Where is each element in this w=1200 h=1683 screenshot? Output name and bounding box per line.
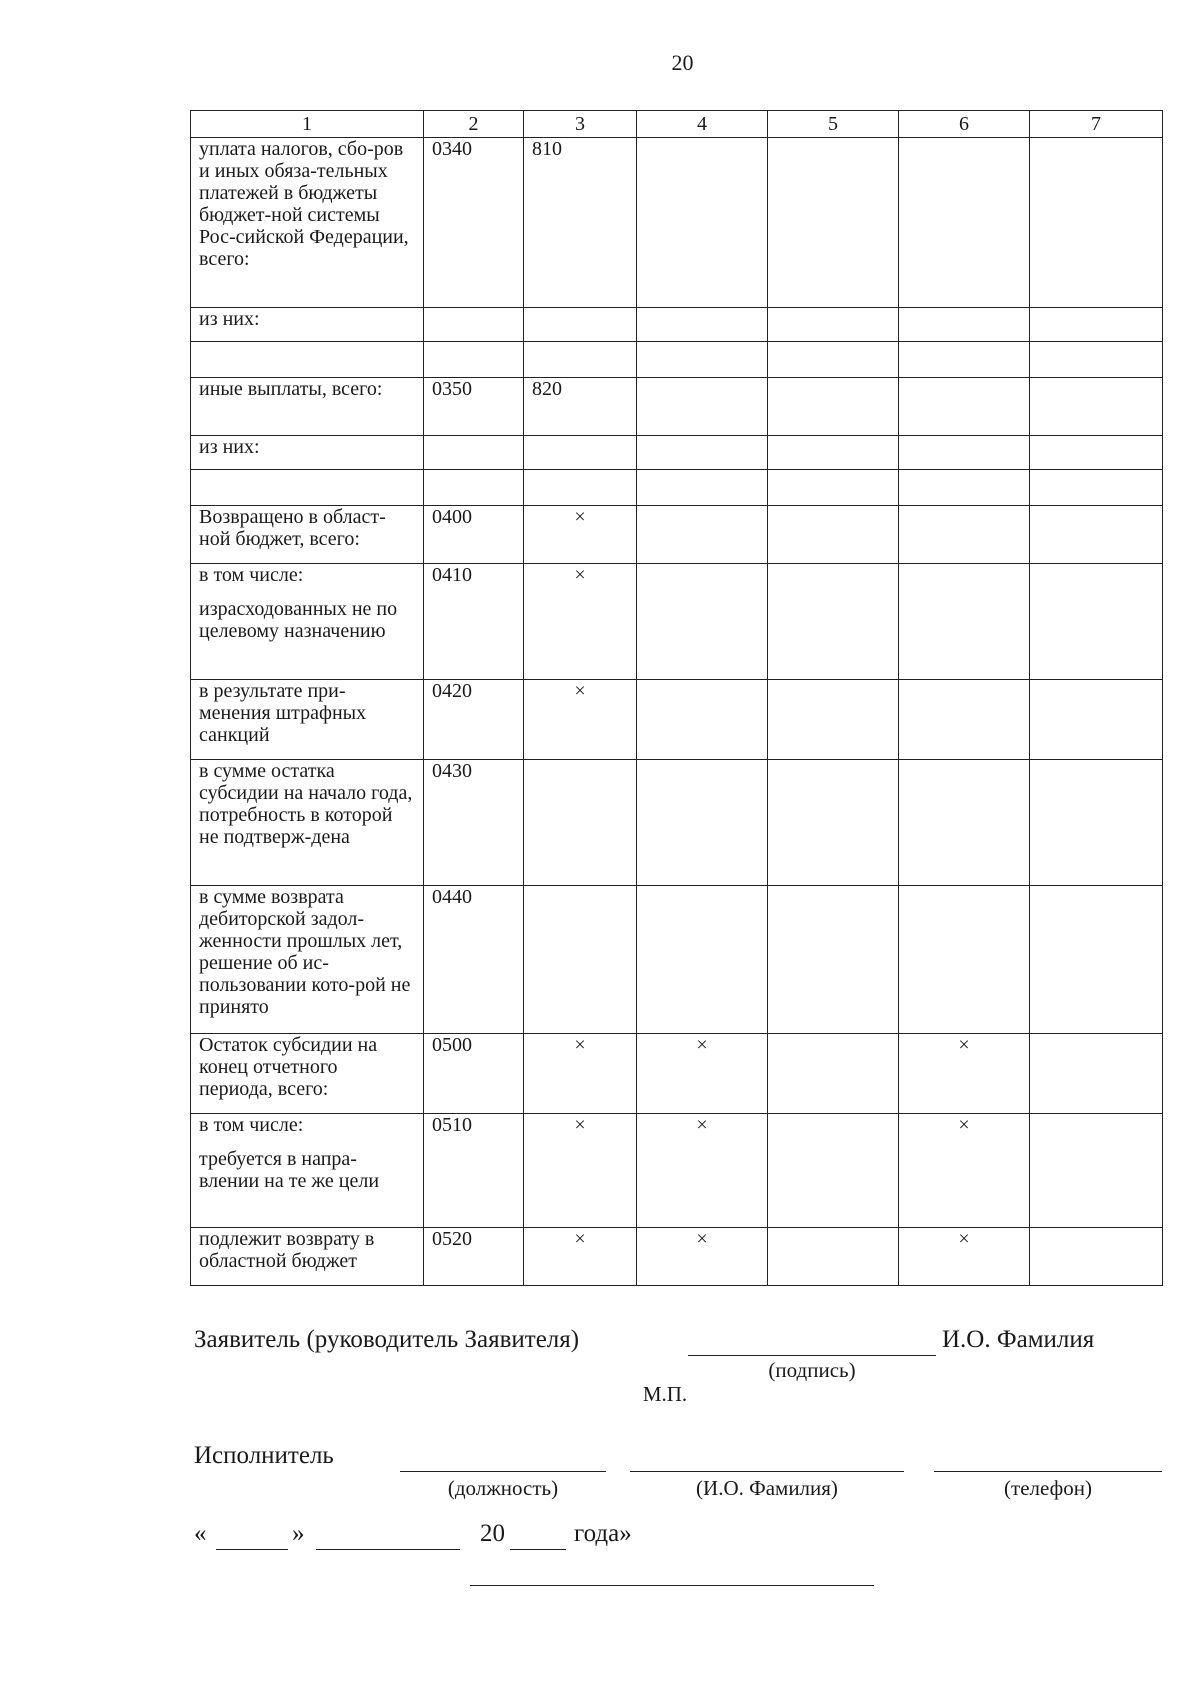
row-label (191, 342, 424, 378)
row-code: 0350 (424, 378, 524, 436)
row-code: 0410 (424, 564, 524, 680)
data-cell[interactable] (768, 436, 899, 470)
row-label (191, 564, 424, 680)
table-row (191, 680, 1163, 760)
data-cell[interactable] (899, 886, 1030, 1034)
row-kosgu (524, 760, 637, 886)
applicant-label: Заявитель (руководитель Заявителя) (194, 1326, 580, 1353)
row-code: 0510 (424, 1114, 524, 1228)
table-row (191, 886, 1163, 1034)
bottom-line (470, 1585, 874, 1586)
row-code: 0400 (424, 506, 524, 564)
data-cell[interactable] (1030, 886, 1163, 1034)
data-cell[interactable] (637, 680, 768, 760)
data-cell[interactable] (1030, 1114, 1163, 1228)
data-cell[interactable] (637, 342, 768, 378)
row-kosgu (524, 308, 637, 342)
column-header: 3 (524, 111, 637, 138)
data-cell[interactable] (899, 680, 1030, 760)
data-cell[interactable] (768, 1114, 899, 1228)
data-cell[interactable] (1030, 342, 1163, 378)
row-code (424, 436, 524, 470)
table-row (191, 1114, 1163, 1228)
data-cell[interactable] (899, 760, 1030, 886)
not-applicable-mark: × (524, 680, 637, 760)
data-cell[interactable] (899, 378, 1030, 436)
column-header: 1 (191, 111, 424, 138)
seal-mark: М.П. (642, 1382, 688, 1406)
position-caption: (должность) (447, 1476, 559, 1500)
column-header: 2 (424, 111, 524, 138)
data-cell[interactable] (637, 760, 768, 886)
row-label (191, 760, 424, 886)
column-header: 7 (1030, 111, 1163, 138)
not-applicable-mark: × (524, 1034, 637, 1114)
row-kosgu: 820 (524, 378, 637, 436)
data-cell[interactable] (1030, 564, 1163, 680)
row-label-text: в том числе: (199, 1114, 304, 1136)
table-row (191, 1034, 1163, 1114)
not-applicable-mark: × (637, 1228, 768, 1286)
date-year-suffix: года» (574, 1520, 632, 1547)
phone-caption: (телефон) (1004, 1476, 1092, 1500)
row-label-text: Остаток субсидии на конец отчетного периода, всего: (199, 1034, 378, 1100)
row-label-text: израсходованных не по целевому назначению (199, 598, 398, 642)
not-applicable-mark: × (637, 1034, 768, 1114)
data-cell[interactable] (637, 138, 768, 308)
row-code: 0440 (424, 886, 524, 1034)
data-cell[interactable] (768, 308, 899, 342)
row-label-text: в сумме возврата дебиторской задол-женности прошлых лет, решение об ис-пользовании кото-рой не принято (199, 886, 411, 1018)
data-cell[interactable] (637, 506, 768, 564)
row-label (191, 436, 424, 470)
page-number: 20 (671, 50, 694, 75)
row-kosgu (524, 436, 637, 470)
row-label (191, 378, 424, 436)
signature-caption: (подпись) (768, 1358, 856, 1382)
data-cell[interactable] (899, 308, 1030, 342)
data-cell[interactable] (1030, 506, 1163, 564)
data-cell[interactable] (899, 470, 1030, 506)
data-cell[interactable] (1030, 1228, 1163, 1286)
table-row (191, 138, 1163, 308)
table-row (191, 308, 1163, 342)
row-code (424, 308, 524, 342)
not-applicable-mark: × (524, 1114, 637, 1228)
date-month-line[interactable] (316, 1549, 460, 1550)
row-kosgu (524, 886, 637, 1034)
name-line[interactable] (630, 1471, 904, 1472)
data-cell[interactable] (768, 1034, 899, 1114)
row-kosgu (524, 470, 637, 506)
row-code: 0500 (424, 1034, 524, 1114)
row-label-text: в сумме остатка субсидии на начало года, потребность в которой не подтверж-дена (199, 760, 413, 848)
data-cell[interactable] (1030, 1034, 1163, 1114)
data-cell[interactable] (637, 470, 768, 506)
not-applicable-mark: × (637, 1114, 768, 1228)
data-cell[interactable] (768, 138, 899, 308)
signature-line[interactable] (688, 1355, 936, 1356)
row-label-text: уплата налогов, сбо-ров и иных обяза-тельных платежей в бюджеты бюджет-ной системы Рос-сийской Федерации, всего: (199, 138, 409, 270)
position-line[interactable] (400, 1471, 606, 1472)
data-cell[interactable] (899, 506, 1030, 564)
row-label-text: из них: (199, 436, 260, 458)
row-label-text: иные выплаты, всего: (199, 378, 383, 400)
table-row (191, 342, 1163, 378)
data-cell[interactable] (637, 886, 768, 1034)
data-cell[interactable] (1030, 138, 1163, 308)
row-label-text: подлежит возврату в областной бюджет (199, 1228, 375, 1272)
data-cell[interactable] (1030, 378, 1163, 436)
row-code (424, 342, 524, 378)
not-applicable-mark: × (524, 564, 637, 680)
data-cell[interactable] (637, 436, 768, 470)
column-header: 4 (637, 111, 768, 138)
data-cell[interactable] (1030, 680, 1163, 760)
row-code: 0430 (424, 760, 524, 886)
row-code (424, 470, 524, 506)
row-code: 0520 (424, 1228, 524, 1286)
data-cell[interactable] (637, 378, 768, 436)
table-row (191, 378, 1163, 436)
row-label (191, 886, 424, 1034)
data-cell[interactable] (768, 506, 899, 564)
data-cell[interactable] (768, 1228, 899, 1286)
not-applicable-mark: × (899, 1228, 1030, 1286)
not-applicable-mark: × (899, 1034, 1030, 1114)
data-cell[interactable] (768, 564, 899, 680)
data-cell[interactable] (768, 760, 899, 886)
table-body (191, 138, 1163, 1286)
phone-line[interactable] (934, 1471, 1162, 1472)
data-cell[interactable] (1030, 470, 1163, 506)
date-day-line[interactable] (216, 1549, 288, 1550)
data-cell[interactable] (768, 378, 899, 436)
table-row (191, 436, 1163, 470)
data-cell[interactable] (768, 470, 899, 506)
row-label (191, 506, 424, 564)
data-cell[interactable] (1030, 760, 1163, 886)
not-applicable-mark: × (524, 506, 637, 564)
column-header: 6 (899, 111, 1030, 138)
row-label-text: требуется в напра-влении на те же цели (199, 1148, 380, 1192)
row-label (191, 308, 424, 342)
table-row (191, 506, 1163, 564)
data-cell[interactable] (899, 564, 1030, 680)
table-row (191, 470, 1163, 506)
table-row (191, 1228, 1163, 1286)
not-applicable-mark: × (524, 1228, 637, 1286)
data-cell[interactable] (899, 138, 1030, 308)
date-year-prefix: 20 (480, 1520, 505, 1547)
data-cell[interactable] (899, 436, 1030, 470)
not-applicable-mark: × (899, 1114, 1030, 1228)
row-label (191, 1034, 424, 1114)
data-cell[interactable] (1030, 436, 1163, 470)
row-label-text: в результате при-менения штрафных санкций (199, 680, 367, 746)
data-cell[interactable] (768, 886, 899, 1034)
date-open-quote: « (194, 1520, 207, 1547)
data-cell[interactable] (1030, 308, 1163, 342)
table-row (191, 564, 1163, 680)
row-kosgu: 810 (524, 138, 637, 308)
table-header-row (191, 111, 1163, 138)
row-code: 0420 (424, 680, 524, 760)
report-table (190, 110, 1163, 1286)
data-cell[interactable] (768, 680, 899, 760)
applicant-name: И.О. Фамилия (942, 1326, 1095, 1353)
row-label (191, 1228, 424, 1286)
row-label-text: из них: (199, 308, 260, 330)
date-close-quote: » (292, 1520, 305, 1547)
row-label (191, 470, 424, 506)
data-cell[interactable] (637, 564, 768, 680)
row-label (191, 1114, 424, 1228)
row-label (191, 138, 424, 308)
row-code: 0340 (424, 138, 524, 308)
name-caption: (И.О. Фамилия) (696, 1476, 838, 1500)
column-header: 5 (768, 111, 899, 138)
executor-label: Исполнитель (194, 1442, 334, 1469)
data-cell[interactable] (899, 342, 1030, 378)
row-label-text: в том числе: (199, 564, 304, 586)
data-cell[interactable] (637, 308, 768, 342)
table-row (191, 760, 1163, 886)
data-cell[interactable] (768, 342, 899, 378)
row-label-text: Возвращено в област-ной бюджет, всего: (199, 506, 386, 550)
row-label (191, 680, 424, 760)
row-kosgu (524, 342, 637, 378)
date-year-line[interactable] (510, 1549, 566, 1550)
